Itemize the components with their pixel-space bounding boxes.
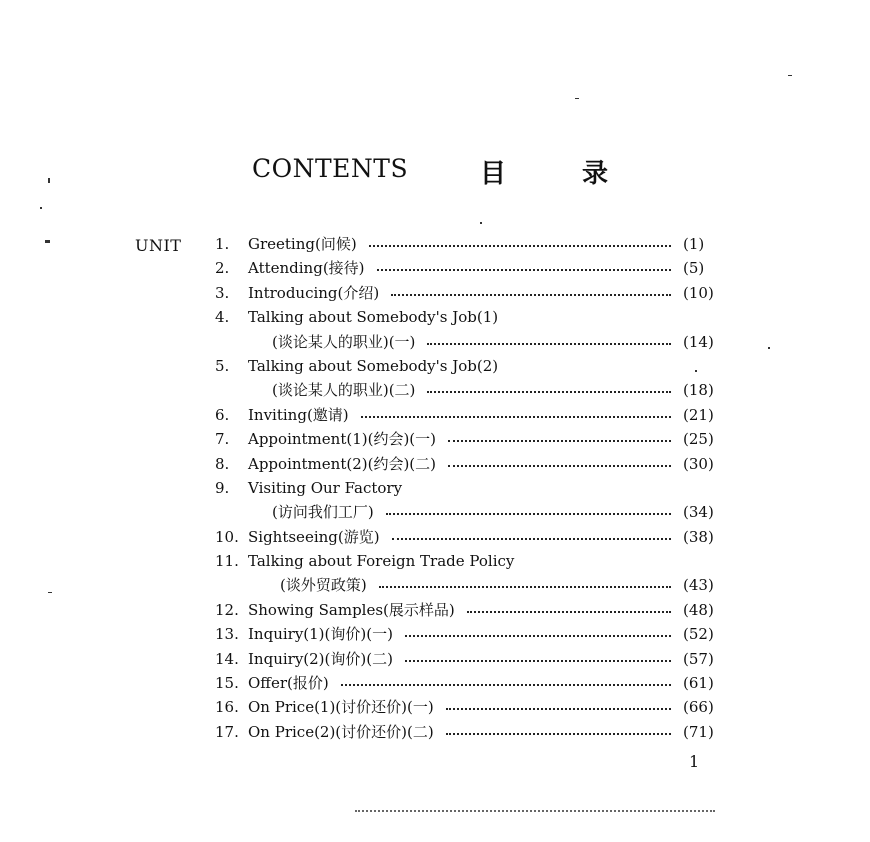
toc-entry bbox=[215, 256, 735, 280]
entry-title: Showing Samples(展示样品) bbox=[248, 600, 455, 619]
dot-leader bbox=[405, 657, 671, 662]
dot-leader bbox=[377, 266, 671, 271]
entry-page: (10) bbox=[683, 283, 714, 302]
entry-page: (52) bbox=[683, 625, 714, 644]
toc-entry bbox=[215, 476, 735, 500]
table-of-contents bbox=[215, 232, 735, 744]
unit-label: UNIT bbox=[135, 236, 182, 255]
entry-title: Introducing(介绍) bbox=[248, 283, 380, 302]
scan-speck bbox=[695, 370, 697, 372]
entry-number: 10. bbox=[215, 527, 239, 546]
scan-speck bbox=[45, 240, 50, 243]
entry-page: (1) bbox=[683, 235, 705, 253]
entry-page: (30) bbox=[683, 454, 714, 473]
entry-title: (谈外贸政策) bbox=[280, 576, 367, 595]
dot-leader bbox=[467, 608, 671, 613]
entry-page: (5) bbox=[683, 259, 705, 278]
entry-number: 8. bbox=[215, 454, 230, 473]
dot-leader bbox=[379, 583, 671, 588]
entry-page: (43) bbox=[683, 576, 714, 595]
entry-page: (18) bbox=[683, 381, 714, 400]
entry-number: 9. bbox=[215, 478, 230, 497]
scan-speck bbox=[788, 75, 792, 76]
title-chinese-char-2: 录 bbox=[582, 159, 609, 189]
entry-title: Talking about Somebody's Job(2) bbox=[248, 356, 499, 375]
dot-leader bbox=[427, 388, 671, 393]
scan-speck bbox=[480, 222, 482, 224]
entry-title: Inviting(邀请) bbox=[248, 405, 349, 424]
page-title bbox=[252, 154, 609, 189]
toc-entry bbox=[215, 525, 735, 549]
scan-speck bbox=[575, 98, 579, 99]
entry-page: (61) bbox=[683, 674, 714, 693]
toc-entry bbox=[215, 500, 735, 524]
toc-entry bbox=[215, 549, 735, 573]
scan-speck bbox=[768, 347, 770, 349]
entry-title: Talking about Foreign Trade Policy bbox=[248, 552, 515, 571]
entry-title: Attending(接待) bbox=[248, 259, 365, 278]
scan-speck bbox=[48, 592, 52, 593]
entry-number: 2. bbox=[215, 259, 230, 278]
toc-entry bbox=[215, 378, 735, 402]
entry-number: 13. bbox=[215, 625, 239, 644]
entry-number: 1. bbox=[215, 235, 230, 253]
entry-page: (48) bbox=[683, 600, 714, 619]
entry-page: (66) bbox=[683, 698, 714, 717]
entry-title: (谈论某人的职业)(二) bbox=[272, 381, 416, 400]
entry-title: Visiting Our Factory bbox=[248, 478, 403, 497]
entry-title: (谈论某人的职业)(一) bbox=[272, 332, 416, 351]
entry-number: 12. bbox=[215, 600, 239, 619]
dot-leader bbox=[369, 242, 671, 247]
dot-leader bbox=[405, 632, 671, 637]
toc-entry bbox=[215, 647, 735, 671]
dot-leader bbox=[386, 510, 671, 515]
entry-title: Appointment(2)(约会)(二) bbox=[248, 454, 436, 473]
dot-leader bbox=[446, 705, 671, 710]
entry-page: (14) bbox=[683, 332, 714, 351]
scan-speck bbox=[40, 207, 42, 209]
toc-entry bbox=[215, 354, 735, 378]
toc-entry bbox=[215, 305, 735, 329]
entry-number: 14. bbox=[215, 649, 239, 668]
entry-title: (访问我们工厂) bbox=[272, 503, 374, 522]
entry-number: 3. bbox=[215, 283, 230, 302]
entry-number: 15. bbox=[215, 674, 239, 693]
entry-number: 11. bbox=[215, 552, 239, 571]
dot-leader bbox=[427, 340, 671, 345]
toc-entry bbox=[215, 330, 735, 354]
entry-number: 4. bbox=[215, 308, 230, 327]
toc-entry bbox=[215, 671, 735, 695]
page-number: 1 bbox=[689, 752, 700, 771]
entry-title: On Price(1)(讨价还价)(一) bbox=[248, 698, 434, 717]
entry-page: (25) bbox=[683, 430, 714, 449]
toc-entry bbox=[215, 695, 735, 719]
entry-page: (21) bbox=[683, 405, 714, 424]
entry-page: (71) bbox=[683, 722, 714, 741]
scan-smudge bbox=[355, 808, 715, 812]
title-chinese-char-1: 目 bbox=[480, 159, 507, 189]
entry-page: (57) bbox=[683, 649, 714, 668]
entry-title: Inquiry(1)(询价)(一) bbox=[248, 625, 393, 644]
dot-leader bbox=[391, 291, 671, 296]
dot-leader bbox=[341, 681, 671, 686]
entry-number: 5. bbox=[215, 356, 230, 375]
entry-number: 6. bbox=[215, 405, 230, 424]
toc-entry bbox=[215, 232, 735, 256]
toc-entry bbox=[215, 403, 735, 427]
toc-entry bbox=[215, 427, 735, 451]
entry-number: 16. bbox=[215, 698, 239, 717]
toc-entry bbox=[215, 622, 735, 646]
entry-title: Greeting(问候) bbox=[248, 235, 357, 253]
toc-entry bbox=[215, 573, 735, 597]
entry-page: (38) bbox=[683, 527, 714, 546]
toc-entry bbox=[215, 720, 735, 744]
toc-entry bbox=[215, 452, 735, 476]
entry-title: Offer(报价) bbox=[248, 674, 329, 693]
entry-title: On Price(2)(讨价还价)(二) bbox=[248, 722, 434, 741]
toc-entry bbox=[215, 598, 735, 622]
entry-number: 17. bbox=[215, 722, 239, 741]
entry-title: Talking about Somebody's Job(1) bbox=[248, 308, 499, 327]
dot-leader bbox=[361, 413, 671, 418]
entry-page: (34) bbox=[683, 503, 714, 522]
dot-leader bbox=[448, 437, 671, 442]
entry-title: Appointment(1)(约会)(一) bbox=[248, 430, 436, 449]
entry-title: Inquiry(2)(询价)(二) bbox=[248, 649, 393, 668]
toc-entry bbox=[215, 281, 735, 305]
entry-number: 7. bbox=[215, 430, 230, 449]
dot-leader bbox=[446, 730, 671, 735]
dot-leader bbox=[448, 462, 671, 467]
entry-title: Sightseeing(游览) bbox=[248, 527, 380, 546]
scan-speck bbox=[48, 178, 50, 183]
title-english: CONTENTS bbox=[252, 154, 409, 183]
dot-leader bbox=[392, 535, 671, 540]
